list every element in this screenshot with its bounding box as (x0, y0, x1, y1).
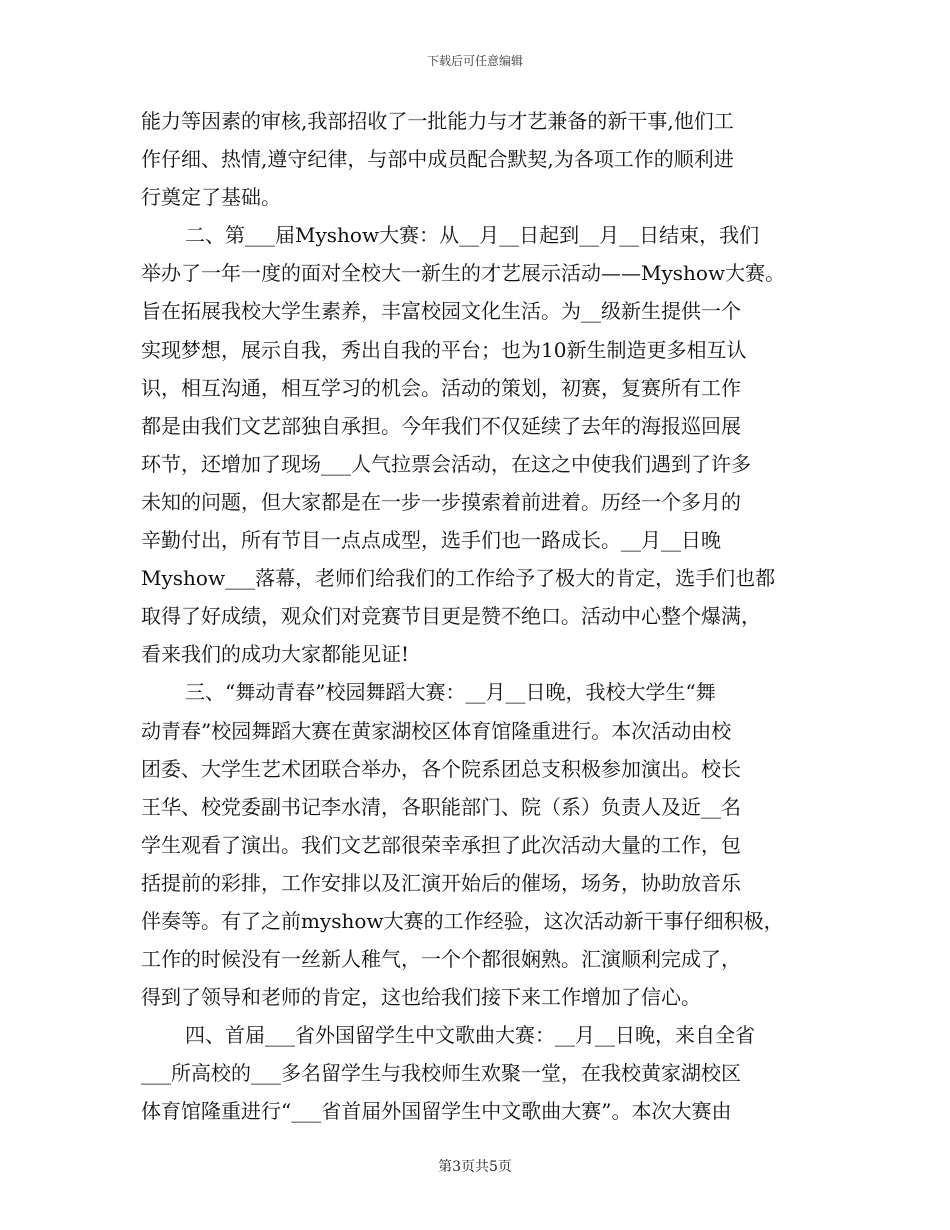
page-header-note: 下载后可任意编辑 (426, 54, 523, 68)
text-line: 举办了一年一度的面对全校大一新生的才艺展示活动——Myshow大赛。 (141, 261, 786, 286)
paragraph-start-line: 四、首届___省外国留学生中文歌曲大赛：__月__日晚，来自全省 (185, 1023, 755, 1048)
text-line: 看来我们的成功大家都能见证! (141, 642, 410, 667)
text-line: 得到了领导和老师的肯定，这也给我们接下来工作增加了信心。 (141, 985, 701, 1010)
text-line: 王华、校党委副书记李水清，各职能部门、院（系）负责人及近__名 (141, 794, 741, 819)
text-line: ___所高校的___多名留学生与我校师生欢聚一堂，在我校黄家湖校区 (141, 1061, 741, 1086)
page-number-footer: 第3页共5页 (438, 1159, 512, 1175)
text-line: 环节，还增加了现场___人气拉票会活动，在这之中使我们遇到了许多 (141, 451, 751, 476)
text-line: 实现梦想，展示自我，秀出自我的平台；也为10新生制造更多相互认 (141, 337, 747, 362)
text-line: 伴奏等。有了之前myshow大赛的工作经验，这次活动新干事仔细积极， (141, 908, 784, 933)
text-line: 都是由我们文艺部独自承担。今年我们不仅延续了去年的海报巡回展 (141, 413, 741, 438)
text-line: 行奠定了基础。 (141, 185, 281, 210)
text-line: 识，相互沟通，相互学习的机会。活动的策划，初赛，复赛所有工作 (141, 375, 741, 400)
text-line: 体育馆隆重进行“___省首届外国留学生中文歌曲大赛”。本次大赛由 (141, 1099, 732, 1124)
text-line: 动青春”校园舞蹈大赛在黄家湖校区体育馆隆重进行。本次活动由校 (141, 718, 732, 743)
paragraph-start-line: 二、第___届Myshow大赛：从__月__日起到__月__日结束，我们 (185, 223, 760, 248)
text-line: 辛勤付出，所有节目一点点成型，选手们也一路成长。__月__日晚 (141, 528, 721, 553)
text-line: 团委、大学生艺术团联合举办，各个院系团总支积极参加演出。校长 (141, 756, 741, 781)
paragraph-start-line: 三、“舞动青春”校园舞蹈大赛：__月__日晚，我校大学生“舞 (185, 680, 716, 705)
text-line: 作仔细、热情,遵守纪律，与部中成员配合默契,为各项工作的顺利进 (141, 147, 734, 172)
text-line: 能力等因素的审核,我部招收了一批能力与才艺兼备的新干事,他们工 (141, 109, 734, 133)
document-body (141, 102, 813, 1131)
text-line: 旨在拓展我校大学生素养，丰富校园文化生活。为__级新生提供一个 (141, 299, 741, 324)
text-line: Myshow___落幕，老师们给我们的工作给予了极大的肯定，选手们也都 (141, 566, 776, 591)
text-line: 括提前的彩排，工作安排以及汇演开始后的催场，场务，协助放音乐 (141, 870, 741, 895)
text-line: 学生观看了演出。我们文艺部很荣幸承担了此次活动大量的工作，包 (141, 832, 741, 857)
text-line: 工作的时候没有一丝新人稚气，一个个都很娴熟。汇演顺利完成了， (141, 947, 741, 972)
text-line: 取得了好成绩，观众们对竞赛节目更是赞不绝口。活动中心整个爆满， (141, 604, 761, 629)
text-line: 未知的问题，但大家都是在一步一步摸索着前进着。历经一个多月的 (141, 489, 741, 514)
